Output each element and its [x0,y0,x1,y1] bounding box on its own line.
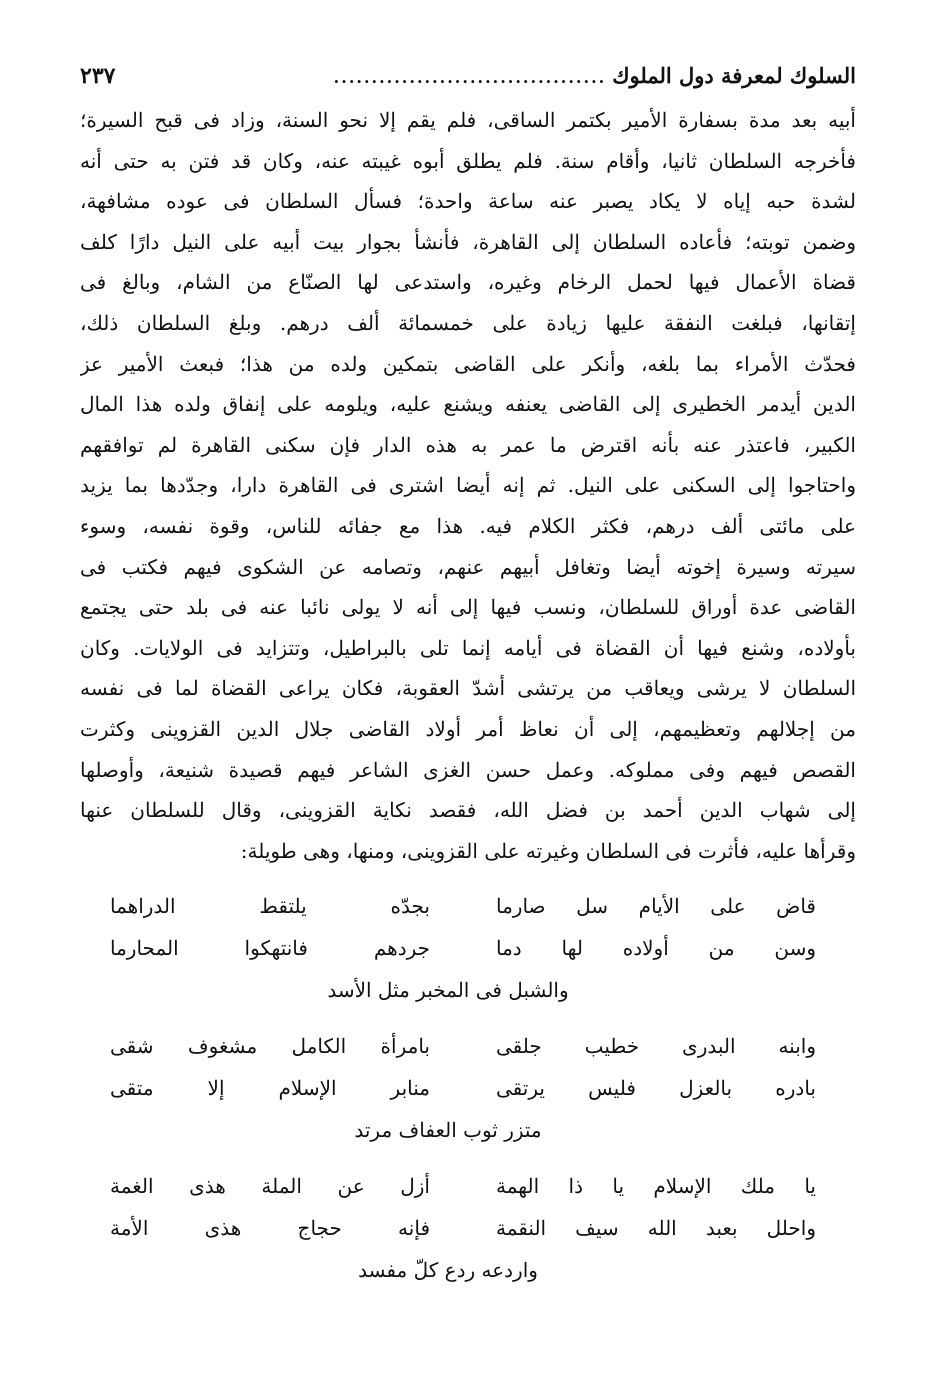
verse-second-hemistich: بجدّه يلتقط الدراهما [110,894,430,919]
verse-second-hemistich: منابر الإسلام إلا متقى [110,1076,430,1101]
poem-verse [80,1025,856,1067]
book-title: السلوك لمعرفة دول الملوك [612,63,856,88]
poem-stanza [80,885,856,1011]
text-line: السلطان لا يرشى ويعاقب من يرتشى أشدّ العقوبة، فكان يراعى القضاة لما فى نفسه [80,676,856,701]
text-line: قضاة الأعمال فيها لحمل الرخام وغيره، واستدعى لها الصنّاع من الشام، وبالغ فى [80,270,856,295]
poem-stanza [80,1025,856,1151]
verse-first-hemistich: يا ملك الإسلام يا ذا الهمة [496,1174,816,1199]
text-line: لشدة حبه إياه لا يكاد يصبر عنه ساعة واحدة؛ فسأل السلطان فى عوده مشافهة، [80,189,856,214]
verse-second-hemistich: أزل عن الملة هذى الغمة [110,1174,430,1199]
verse-first-hemistich: بادره بالعزل فليس يرتقى [496,1076,816,1101]
prose-body [80,100,856,871]
text-line: أبيه بعد مدة بسفارة الأمير بكتمر الساقى، فلم يقم إلا نحو السنة، وزاد فى قبح السيرة؛ [80,108,856,132]
running-header [80,56,856,96]
text-line: إتقانها، فبلغت النفقة عليها زيادة على خمسمائة ألف درهم. وبلغ السلطان ذلك، [80,310,856,335]
text-line: بأولاده، وشنع فيها أن القضاة فى أيامه إنما تلى بالبراطيل، وتتزايد فى الولايات. وكان [80,635,856,660]
text-line: القصص فيهم وفى مملوكه. وعمل حسن الغزى الشاعر فيهم قصيدة شنيعة، وأوصلها [80,757,856,782]
poem-refrain: متزر ثوب العفاف مرتد [354,1118,542,1143]
verse-second-hemistich: جردهم فانتهكوا المحارما [110,936,430,961]
poem-verse [80,885,856,927]
verse-first-hemistich: قاض على الأيام سل صارما [496,894,816,919]
text-line: واحتاجوا إلى السكنى على النيل. ثم إنه أيضا اشترى فى القاهرة دارا، وجدّدها بما يزيد [80,473,856,498]
text-line: الدين أيدمر الخطيرى إلى القاضى يعنفه ويشنع عليه، ويلومه على إنفاق ولده هذا المال [80,392,856,417]
text-line: سيرته وسيرة إخوته أيضا وتغافل أبيهم عنهم، وتصامه عن الشكوى فيهم فكتب فى [80,554,856,579]
poem-verse [80,1067,856,1109]
text-line: فحدّث الأمراء بما بلغه، وأنكر على القاضى بتمكين ولده من هذا؛ فبعث الأمير عز [80,351,856,376]
verse-first-hemistich: وابنه البدرى خطيب جلقى [496,1034,816,1059]
text-line: على مائتى ألف درهم، فكثر الكلام فيه. هذا مع جفائه للناس، وقوة نفسه، وسوء [80,513,856,538]
poem-verse [80,927,856,969]
poem [80,885,856,1291]
poem-stanza [80,1165,856,1291]
poem-refrain: والشبل فى المخبر مثل الأسد [327,978,569,1003]
text-line: وقرأها عليه، فأثرت فى السلطان وغيرته على القزوينى، ومنها، وهى طويلة: [240,838,856,863]
page-number: ٢٣٧ [80,63,116,89]
text-line: إلى شهاب الدين أحمد بن فضل الله، فقصد نكاية القزوينى، وقال للسلطان عنها [80,798,856,823]
verse-first-hemistich: وسن من أولاده لها دما [496,936,816,961]
text-line: فأخرجه السلطان ثانيا، وأقام سنة. فلم يطلق أبوه غيبته عنه، وكان قد فتن به حتى أنه [80,148,856,173]
poem-verse [80,1165,856,1207]
leader-dots: .................................... [333,68,607,87]
text-line: وضمن توبته؛ فأعاده السلطان إلى القاهرة، فأنشأ بجوار بيت أبيه على النيل دارًا كلف [80,229,856,254]
text-line: الكبير، فاعتذر عنه بأنه اقترض ما عمر به هذه الدار فإن سكنى القاهرة لم توافقهم [80,432,856,457]
text-line: من إجلالهم وتعظيمهم، إلى أن نعاظ أمر أولاد القاضى جلال الدين القزوينى وكثرت [80,716,856,741]
poem-refrain: واردعه ردع كلّ مفسد [358,1258,538,1283]
poem-verse [80,1207,856,1249]
text-line: القاضى عدة أوراق للسلطان، ونسب فيها إلى أنه لا يولى نائبا عنه فى بلد حتى يجتمع [80,595,856,620]
verse-first-hemistich: واحلل بعبد الله سيف النقمة [496,1216,816,1241]
verse-second-hemistich: فإنه حجاج هذى الأمة [110,1216,430,1241]
verse-second-hemistich: بامرأة الكامل مشغوف شقى [110,1034,430,1059]
